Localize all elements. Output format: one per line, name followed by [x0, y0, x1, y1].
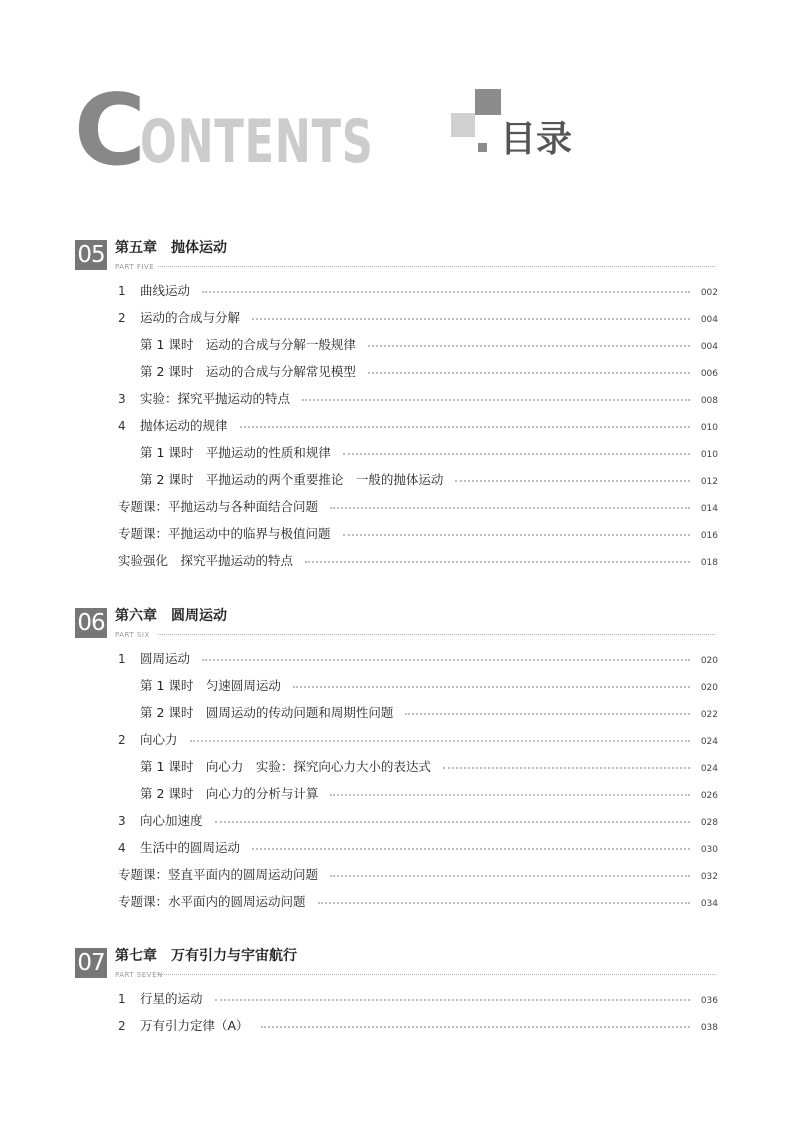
- dot-leader: [443, 767, 690, 769]
- entry-page: 030: [700, 845, 718, 855]
- entry-page: 024: [700, 737, 718, 747]
- entry-title: 第 1 课时 运动的合成与分解一般规律: [140, 337, 356, 352]
- chapter-number-badge: 05: [75, 240, 107, 270]
- entry-page: 004: [700, 315, 718, 325]
- entry-title: 第 2 课时 向心力的分析与计算: [140, 786, 319, 801]
- entry-title: 向心加速度: [140, 813, 203, 828]
- entry-page: 016: [700, 531, 718, 541]
- entry-number: 3: [118, 814, 126, 828]
- chapter-number-badge: 06: [75, 608, 107, 638]
- chapter-divider: [158, 634, 715, 635]
- entry-title: 抛体运动的规律: [140, 418, 228, 433]
- entry-title: 圆周运动: [140, 651, 191, 666]
- entry-page: 010: [700, 450, 718, 460]
- toc-entry[interactable]: [0, 786, 793, 802]
- entry-title: 行星的运动: [140, 991, 203, 1006]
- toc-entry[interactable]: [0, 840, 793, 856]
- toc-entry[interactable]: [0, 894, 793, 910]
- entry-title: 实验强化 探究平抛运动的特点: [118, 553, 294, 568]
- dot-leader: [318, 902, 690, 904]
- entry-page: 020: [700, 683, 718, 693]
- entry-title: 第 2 课时 圆周运动的传动问题和周期性问题: [140, 705, 394, 720]
- dot-leader: [405, 713, 690, 715]
- chapter-title[interactable]: 第七章 万有引力与宇宙航行: [115, 948, 297, 964]
- chapter-title[interactable]: 第五章 抛体运动: [115, 240, 227, 256]
- toc-entry[interactable]: [0, 991, 793, 1007]
- entry-title: 专题课：水平面内的圆周运动问题: [118, 894, 306, 909]
- entry-page: 032: [700, 872, 718, 882]
- toc-entry[interactable]: [0, 337, 793, 353]
- entry-page: 002: [700, 288, 718, 298]
- entry-title: 第 1 课时 匀速圆周运动: [140, 678, 281, 693]
- entry-title: 实验：探究平抛运动的特点: [140, 391, 291, 406]
- dot-leader: [190, 740, 690, 742]
- dot-leader: [343, 453, 690, 455]
- entry-page: 022: [700, 710, 718, 720]
- toc-entry[interactable]: [0, 364, 793, 380]
- dot-leader: [368, 372, 690, 374]
- toc-entry[interactable]: [0, 310, 793, 326]
- entry-number: 1: [118, 652, 126, 666]
- toc-entry[interactable]: [0, 553, 793, 569]
- toc-entry[interactable]: [0, 1018, 793, 1034]
- chapter-number-badge: 07: [75, 948, 107, 978]
- dot-leader: [293, 686, 690, 688]
- entry-title: 第 2 课时 运动的合成与分解常见模型: [140, 364, 356, 379]
- dot-leader: [252, 318, 690, 320]
- entry-page: 014: [700, 504, 718, 514]
- dot-leader: [330, 794, 690, 796]
- entry-title: 向心力: [140, 732, 178, 747]
- dot-leader: [215, 999, 690, 1001]
- toc-entry[interactable]: [0, 472, 793, 488]
- toc-entry[interactable]: [0, 678, 793, 694]
- entry-number: 4: [118, 419, 126, 433]
- entry-page: 038: [700, 1023, 718, 1033]
- entry-page: 024: [700, 764, 718, 774]
- entry-page: 026: [700, 791, 718, 801]
- entry-page: 012: [700, 477, 718, 487]
- entry-title: 专题课：平抛运动与各种面结合问题: [118, 499, 319, 514]
- entry-number: 2: [118, 733, 126, 747]
- chapter-title[interactable]: 第六章 圆周运动: [115, 608, 227, 624]
- entry-title: 万有引力定律（A）: [140, 1018, 249, 1033]
- dot-leader: [302, 399, 690, 401]
- entry-title: 生活中的圆周运动: [140, 840, 241, 855]
- decorative-square-dark: [475, 89, 501, 115]
- toc-entry[interactable]: [0, 867, 793, 883]
- contents-heading-rest: ONTENTS: [140, 107, 374, 177]
- toc-entry[interactable]: [0, 732, 793, 748]
- entry-page: 010: [700, 423, 718, 433]
- dot-leader: [368, 345, 690, 347]
- dot-leader: [330, 507, 690, 509]
- toc-entry[interactable]: [0, 445, 793, 461]
- contents-header: [74, 74, 594, 188]
- dot-leader: [330, 875, 690, 877]
- decorative-square-small: [478, 143, 487, 152]
- dot-leader: [305, 561, 690, 563]
- entry-number: 3: [118, 392, 126, 406]
- toc-entry[interactable]: [0, 759, 793, 775]
- decorative-square-light: [451, 113, 475, 137]
- toc-entry[interactable]: [0, 526, 793, 542]
- toc-entry[interactable]: [0, 705, 793, 721]
- contents-heading-initial: C: [74, 74, 144, 188]
- dot-leader: [343, 534, 690, 536]
- dot-leader: [215, 821, 690, 823]
- dot-leader: [252, 848, 690, 850]
- entry-page: 008: [700, 396, 718, 406]
- entry-title: 运动的合成与分解: [140, 310, 241, 325]
- toc-entry[interactable]: [0, 418, 793, 434]
- entry-page: 004: [700, 342, 718, 352]
- entry-title: 第 1 课时 向心力 实验：探究向心力大小的表达式: [140, 759, 431, 774]
- entry-page: 036: [700, 996, 718, 1006]
- chapter-divider: [158, 266, 715, 267]
- entry-number: 1: [118, 284, 126, 298]
- entry-page: 020: [700, 656, 718, 666]
- entry-number: 2: [118, 1019, 126, 1033]
- dot-leader: [455, 480, 690, 482]
- dot-leader: [240, 426, 690, 428]
- chapter-divider: [158, 974, 715, 975]
- dot-leader: [261, 1026, 690, 1028]
- entry-number: 1: [118, 992, 126, 1006]
- chapter-subtitle: PART FIVE: [115, 263, 155, 271]
- toc-entry[interactable]: [0, 813, 793, 829]
- entry-title: 曲线运动: [140, 283, 191, 298]
- entry-page: 028: [700, 818, 718, 828]
- entry-title: 专题课：竖直平面内的圆周运动问题: [118, 867, 319, 882]
- toc-entry[interactable]: [0, 499, 793, 515]
- dot-leader: [202, 291, 690, 293]
- entry-title: 专题课：平抛运动中的临界与极值问题: [118, 526, 331, 541]
- dot-leader: [202, 659, 690, 661]
- entry-page: 006: [700, 369, 718, 379]
- contents-title-cn: 目录: [500, 119, 573, 160]
- chapter-subtitle: PART SEVEN: [115, 971, 163, 979]
- entry-title: 第 1 课时 平抛运动的性质和规律: [140, 445, 331, 460]
- entry-title: 第 2 课时 平抛运动的两个重要推论 一般的抛体运动: [140, 472, 444, 487]
- toc-entry[interactable]: [0, 391, 793, 407]
- chapter-subtitle: PART SIX: [115, 631, 150, 639]
- entry-page: 018: [700, 558, 718, 568]
- entry-number: 2: [118, 311, 126, 325]
- entry-page: 034: [700, 899, 718, 909]
- toc-entry[interactable]: [0, 283, 793, 299]
- entry-number: 4: [118, 841, 126, 855]
- toc-entry[interactable]: [0, 651, 793, 667]
